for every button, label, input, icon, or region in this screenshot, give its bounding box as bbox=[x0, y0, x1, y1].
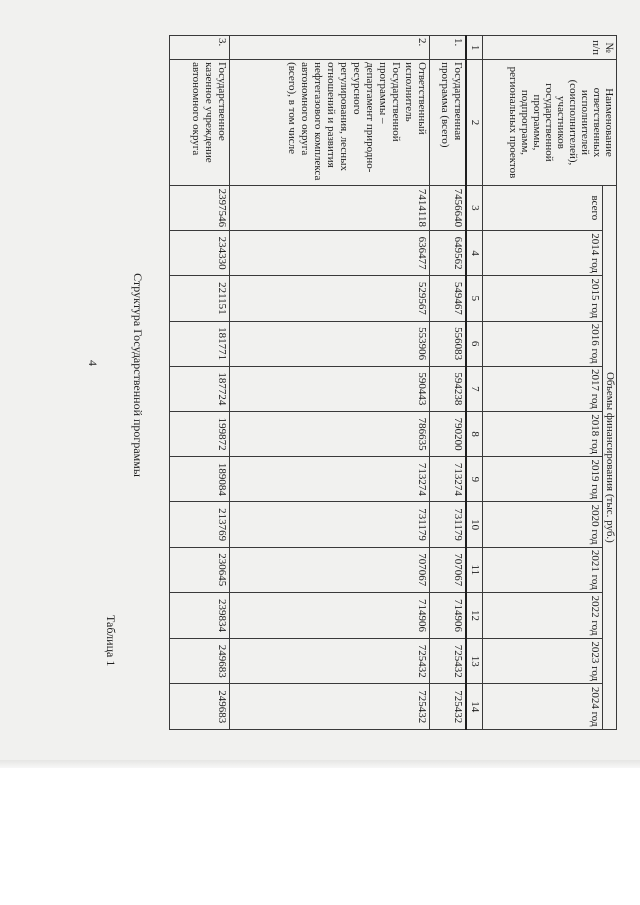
header-year-2023: 2023 год bbox=[483, 639, 603, 684]
row-name: Государственное казенное учреждение автономного округа bbox=[170, 60, 230, 186]
row-value: 189084 bbox=[170, 457, 230, 502]
header-total: всего bbox=[483, 185, 603, 230]
row-value: 725432 bbox=[430, 684, 466, 730]
column-number: 9 bbox=[466, 457, 483, 502]
row-value: 790200 bbox=[430, 411, 466, 456]
row-value: 213769 bbox=[170, 502, 230, 547]
page-number: 4 bbox=[86, 360, 100, 366]
row-total: 7456640 bbox=[430, 185, 466, 230]
row-value: 714906 bbox=[230, 592, 430, 638]
row-value: 249683 bbox=[170, 639, 230, 684]
header-year-2022: 2022 год bbox=[483, 592, 603, 638]
column-number: 3 bbox=[466, 185, 483, 230]
row-value: 731179 bbox=[430, 502, 466, 547]
row-value: 725432 bbox=[230, 684, 430, 730]
row-value: 199872 bbox=[170, 411, 230, 456]
header-year-2020: 2020 год bbox=[483, 502, 603, 547]
row-name: Ответственный исполнитель Государственной программы – департамент природно-ресурсного регулирования, лесных отношений и развития нефтегазового комплекса автономного округа (всего), в том числе bbox=[230, 60, 430, 186]
row-name: Государственная программа (всего) bbox=[430, 60, 466, 186]
row-value: 714906 bbox=[430, 592, 466, 638]
header-year-2021: 2021 год bbox=[483, 547, 603, 592]
table-label: Таблица 1 bbox=[104, 615, 118, 667]
header-num: № п/п bbox=[483, 36, 617, 60]
header-year-2017: 2017 год bbox=[483, 366, 603, 411]
document-title: Структура Государственной программы bbox=[131, 273, 145, 477]
column-number: 7 bbox=[466, 366, 483, 411]
header-year-2019: 2019 год bbox=[483, 457, 603, 502]
header-funding: Объемы финансирования (тыс. руб.) bbox=[603, 185, 617, 729]
row-value: 230645 bbox=[170, 547, 230, 592]
row-value: 786635 bbox=[230, 411, 430, 456]
row-total: 7414118 bbox=[230, 185, 430, 230]
column-number: 11 bbox=[466, 547, 483, 592]
column-number: 4 bbox=[466, 231, 483, 276]
row-value: 549467 bbox=[430, 276, 466, 321]
column-number: 13 bbox=[466, 639, 483, 684]
row-num: 3. bbox=[170, 36, 230, 60]
column-numbers-row bbox=[466, 36, 483, 730]
row-num: 2. bbox=[230, 36, 430, 60]
column-number: 6 bbox=[466, 321, 483, 366]
row-value: 556083 bbox=[430, 321, 466, 366]
row-value: 181771 bbox=[170, 321, 230, 366]
row-value: 713274 bbox=[230, 457, 430, 502]
row-value: 221151 bbox=[170, 276, 230, 321]
program-structure-table bbox=[170, 35, 618, 730]
header-year-2015: 2015 год bbox=[483, 276, 603, 321]
row-value: 187724 bbox=[170, 366, 230, 411]
row-value: 594238 bbox=[430, 366, 466, 411]
column-number: 12 bbox=[466, 592, 483, 638]
row-total: 2397546 bbox=[170, 185, 230, 230]
column-number: 1 bbox=[466, 36, 483, 60]
table-row bbox=[170, 36, 230, 730]
row-value: 529567 bbox=[230, 276, 430, 321]
table-row bbox=[430, 36, 466, 730]
table-row bbox=[230, 36, 430, 730]
row-value: 725432 bbox=[230, 639, 430, 684]
header-name: Наименование ответственных исполнителей (соисполнителей), участников государственной программы, подпрограмм, региональных проектов bbox=[483, 60, 617, 186]
column-number: 8 bbox=[466, 411, 483, 456]
row-value: 590443 bbox=[230, 366, 430, 411]
row-value: 649562 bbox=[430, 231, 466, 276]
column-number: 14 bbox=[466, 684, 483, 730]
header-year-2018: 2018 год bbox=[483, 411, 603, 456]
row-value: 713274 bbox=[430, 457, 466, 502]
row-value: 707067 bbox=[230, 547, 430, 592]
row-value: 234330 bbox=[170, 231, 230, 276]
column-number: 2 bbox=[466, 60, 483, 186]
header-year-2016: 2016 год bbox=[483, 321, 603, 366]
column-number: 5 bbox=[466, 276, 483, 321]
row-num: 1. bbox=[430, 36, 466, 60]
header-year-2014: 2014 год bbox=[483, 231, 603, 276]
row-value: 725432 bbox=[430, 639, 466, 684]
rotated-document bbox=[20, 15, 620, 735]
column-number: 10 bbox=[466, 502, 483, 547]
row-value: 707067 bbox=[430, 547, 466, 592]
row-value: 636477 bbox=[230, 231, 430, 276]
row-value: 249683 bbox=[170, 684, 230, 730]
row-value: 553906 bbox=[230, 321, 430, 366]
row-value: 731179 bbox=[230, 502, 430, 547]
header-year-2024: 2024 год bbox=[483, 684, 603, 730]
row-value: 239834 bbox=[170, 592, 230, 638]
